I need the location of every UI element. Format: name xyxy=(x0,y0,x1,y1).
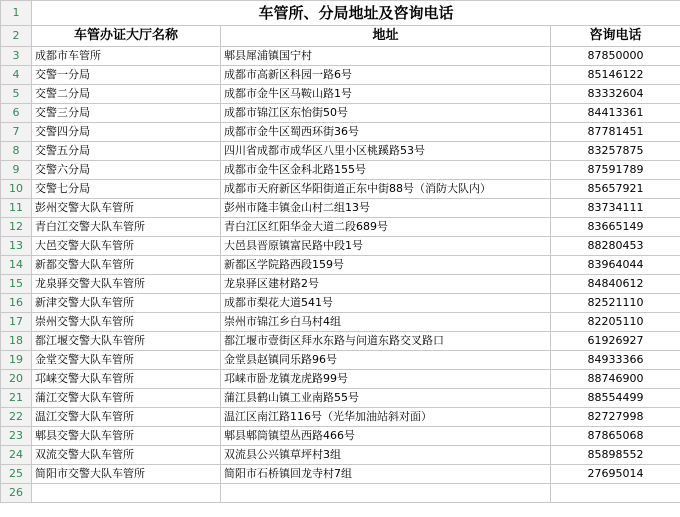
table-row xyxy=(1,104,680,123)
cell-name[interactable]: 崇州交警大队车管所 xyxy=(32,313,221,332)
row-number[interactable]: 12 xyxy=(1,218,32,237)
cell-address[interactable]: 新都区学院路西段159号 xyxy=(221,256,551,275)
row-number[interactable]: 5 xyxy=(1,85,32,104)
cell-phone[interactable]: 83257875 xyxy=(551,142,680,161)
row-number[interactable]: 10 xyxy=(1,180,32,199)
row-number[interactable]: 15 xyxy=(1,275,32,294)
cell-address[interactable]: 成都市天府新区华阳街道正东中街88号（消防大队内） xyxy=(221,180,551,199)
cell-name[interactable]: 交警二分局 xyxy=(32,85,221,104)
table-row xyxy=(1,123,680,142)
row-number[interactable]: 25 xyxy=(1,465,32,484)
cell-name[interactable]: 温江交警大队车管所 xyxy=(32,408,221,427)
table-row xyxy=(1,408,680,427)
table-row xyxy=(1,484,680,503)
cell-name[interactable]: 交警三分局 xyxy=(32,104,221,123)
table-row xyxy=(1,85,680,104)
row-number[interactable]: 20 xyxy=(1,370,32,389)
cell-address[interactable]: 郫县郫筒镇望丛西路466号 xyxy=(221,427,551,446)
row-number[interactable]: 8 xyxy=(1,142,32,161)
cell-phone[interactable]: 82205110 xyxy=(551,313,680,332)
table-row xyxy=(1,256,680,275)
row-number[interactable]: 17 xyxy=(1,313,32,332)
table-row xyxy=(1,237,680,256)
cell-phone[interactable]: 84840612 xyxy=(551,275,680,294)
cell-address[interactable]: 龙泉驿区建材路2号 xyxy=(221,275,551,294)
table-row xyxy=(1,427,680,446)
table-row xyxy=(1,66,680,85)
cell-phone[interactable]: 84933366 xyxy=(551,351,680,370)
cell-address[interactable] xyxy=(221,484,551,503)
cell-address[interactable]: 成都市高新区科园一路6号 xyxy=(221,66,551,85)
cell-name[interactable]: 大邑交警大队车管所 xyxy=(32,237,221,256)
cell-address[interactable]: 都江堰市壹街区拜水东路与问道东路交叉路口 xyxy=(221,332,551,351)
cell-name[interactable]: 简阳市交警大队车管所 xyxy=(32,465,221,484)
cell-phone[interactable]: 83734111 xyxy=(551,199,680,218)
cell-address[interactable]: 简阳市石桥镇回龙寺村7组 xyxy=(221,465,551,484)
cell-name[interactable]: 双流交警大队车管所 xyxy=(32,446,221,465)
row-number[interactable]: 14 xyxy=(1,256,32,275)
cell-phone[interactable]: 61926927 xyxy=(551,332,680,351)
header-address[interactable]: 地址 xyxy=(221,26,551,47)
cell-address[interactable]: 成都市梨花大道541号 xyxy=(221,294,551,313)
row-number[interactable]: 23 xyxy=(1,427,32,446)
cell-phone[interactable]: 83964044 xyxy=(551,256,680,275)
cell-name[interactable]: 蒲江交警大队车管所 xyxy=(32,389,221,408)
cell-phone[interactable]: 88554499 xyxy=(551,389,680,408)
cell-phone[interactable]: 85657921 xyxy=(551,180,680,199)
row-number[interactable]: 26 xyxy=(1,484,32,503)
cell-name[interactable]: 交警四分局 xyxy=(32,123,221,142)
cell-phone[interactable]: 87781451 xyxy=(551,123,680,142)
row-number[interactable]: 2 xyxy=(1,26,32,47)
cell-address[interactable]: 蒲江县鹤山镇工业南路55号 xyxy=(221,389,551,408)
cell-name[interactable]: 青白江交警大队车管所 xyxy=(32,218,221,237)
row-number[interactable]: 13 xyxy=(1,237,32,256)
table-row xyxy=(1,446,680,465)
row-number[interactable]: 21 xyxy=(1,389,32,408)
sheet-title[interactable]: 车管所、分局地址及咨询电话 xyxy=(32,1,680,26)
header-phone[interactable]: 咨询电话 xyxy=(551,26,680,47)
table-row xyxy=(1,351,680,370)
cell-name[interactable]: 交警六分局 xyxy=(32,161,221,180)
table-row xyxy=(1,370,680,389)
cell-address[interactable]: 成都市锦江区东怡街50号 xyxy=(221,104,551,123)
cell-address[interactable]: 崇州市锦江乡白马村4组 xyxy=(221,313,551,332)
cell-name[interactable]: 新都交警大队车管所 xyxy=(32,256,221,275)
table-row xyxy=(1,142,680,161)
table-row xyxy=(1,47,680,66)
row-number[interactable]: 22 xyxy=(1,408,32,427)
cell-name[interactable]: 金堂交警大队车管所 xyxy=(32,351,221,370)
cell-phone[interactable]: 27695014 xyxy=(551,465,680,484)
cell-name[interactable]: 龙泉驿交警大队车管所 xyxy=(32,275,221,294)
cell-phone[interactable] xyxy=(551,484,680,503)
cell-address[interactable]: 四川省成都市成华区八里小区桃蹊路53号 xyxy=(221,142,551,161)
cell-address[interactable]: 双流县公兴镇草坪村3组 xyxy=(221,446,551,465)
table-row xyxy=(1,218,680,237)
title-row xyxy=(1,1,680,26)
cell-address[interactable]: 邛崃市卧龙镇龙虎路99号 xyxy=(221,370,551,389)
row-number[interactable]: 18 xyxy=(1,332,32,351)
table-row xyxy=(1,161,680,180)
cell-phone[interactable]: 87850000 xyxy=(551,47,680,66)
table-row xyxy=(1,465,680,484)
header-row xyxy=(1,26,680,47)
row-number[interactable]: 19 xyxy=(1,351,32,370)
table-row xyxy=(1,313,680,332)
row-number[interactable]: 4 xyxy=(1,66,32,85)
cell-name[interactable]: 新津交警大队车管所 xyxy=(32,294,221,313)
cell-name[interactable] xyxy=(32,484,221,503)
row-number[interactable]: 7 xyxy=(1,123,32,142)
cell-address[interactable]: 成都市金牛区马鞍山路1号 xyxy=(221,85,551,104)
cell-name[interactable]: 郫县交警大队车管所 xyxy=(32,427,221,446)
table-row xyxy=(1,180,680,199)
table-row xyxy=(1,389,680,408)
cell-address[interactable]: 青白江区红阳华金大道二段689号 xyxy=(221,218,551,237)
row-number[interactable]: 1 xyxy=(1,1,32,26)
cell-phone[interactable]: 85146122 xyxy=(551,66,680,85)
cell-phone[interactable]: 85898552 xyxy=(551,446,680,465)
header-name[interactable]: 车管办证大厅名称 xyxy=(32,26,221,47)
cell-name[interactable]: 交警一分局 xyxy=(32,66,221,85)
table-row xyxy=(1,199,680,218)
cell-address[interactable]: 大邑县晋原镇富民路中段1号 xyxy=(221,237,551,256)
cell-phone[interactable]: 87865068 xyxy=(551,427,680,446)
row-number[interactable]: 24 xyxy=(1,446,32,465)
cell-address[interactable]: 成都市金牛区金科北路155号 xyxy=(221,161,551,180)
row-number[interactable]: 6 xyxy=(1,104,32,123)
cell-name[interactable]: 交警七分局 xyxy=(32,180,221,199)
cell-name[interactable]: 邛崃交警大队车管所 xyxy=(32,370,221,389)
cell-name[interactable]: 彭州交警大队车管所 xyxy=(32,199,221,218)
cell-phone[interactable]: 88746900 xyxy=(551,370,680,389)
cell-phone[interactable]: 87591789 xyxy=(551,161,680,180)
row-number[interactable]: 16 xyxy=(1,294,32,313)
row-number[interactable]: 11 xyxy=(1,199,32,218)
table-row xyxy=(1,275,680,294)
cell-name[interactable]: 成都市车管所 xyxy=(32,47,221,66)
cell-address[interactable]: 成都市金牛区蜀西环街36号 xyxy=(221,123,551,142)
row-number[interactable]: 9 xyxy=(1,161,32,180)
cell-address[interactable]: 郫县犀浦镇国宁村 xyxy=(221,47,551,66)
cell-address[interactable]: 温江区南江路116号（光华加油站斜对面） xyxy=(221,408,551,427)
cell-phone[interactable]: 83665149 xyxy=(551,218,680,237)
cell-phone[interactable]: 84413361 xyxy=(551,104,680,123)
table-row xyxy=(1,294,680,313)
cell-address[interactable]: 金堂县赵镇同乐路96号 xyxy=(221,351,551,370)
cell-name[interactable]: 交警五分局 xyxy=(32,142,221,161)
cell-phone[interactable]: 88280453 xyxy=(551,237,680,256)
table-row xyxy=(1,332,680,351)
cell-address[interactable]: 彭州市隆丰镇金山村二组13号 xyxy=(221,199,551,218)
cell-phone[interactable]: 82521110 xyxy=(551,294,680,313)
cell-phone[interactable]: 82727998 xyxy=(551,408,680,427)
row-number[interactable]: 3 xyxy=(1,47,32,66)
cell-name[interactable]: 都江堰交警大队车管所 xyxy=(32,332,221,351)
cell-phone[interactable]: 83332604 xyxy=(551,85,680,104)
